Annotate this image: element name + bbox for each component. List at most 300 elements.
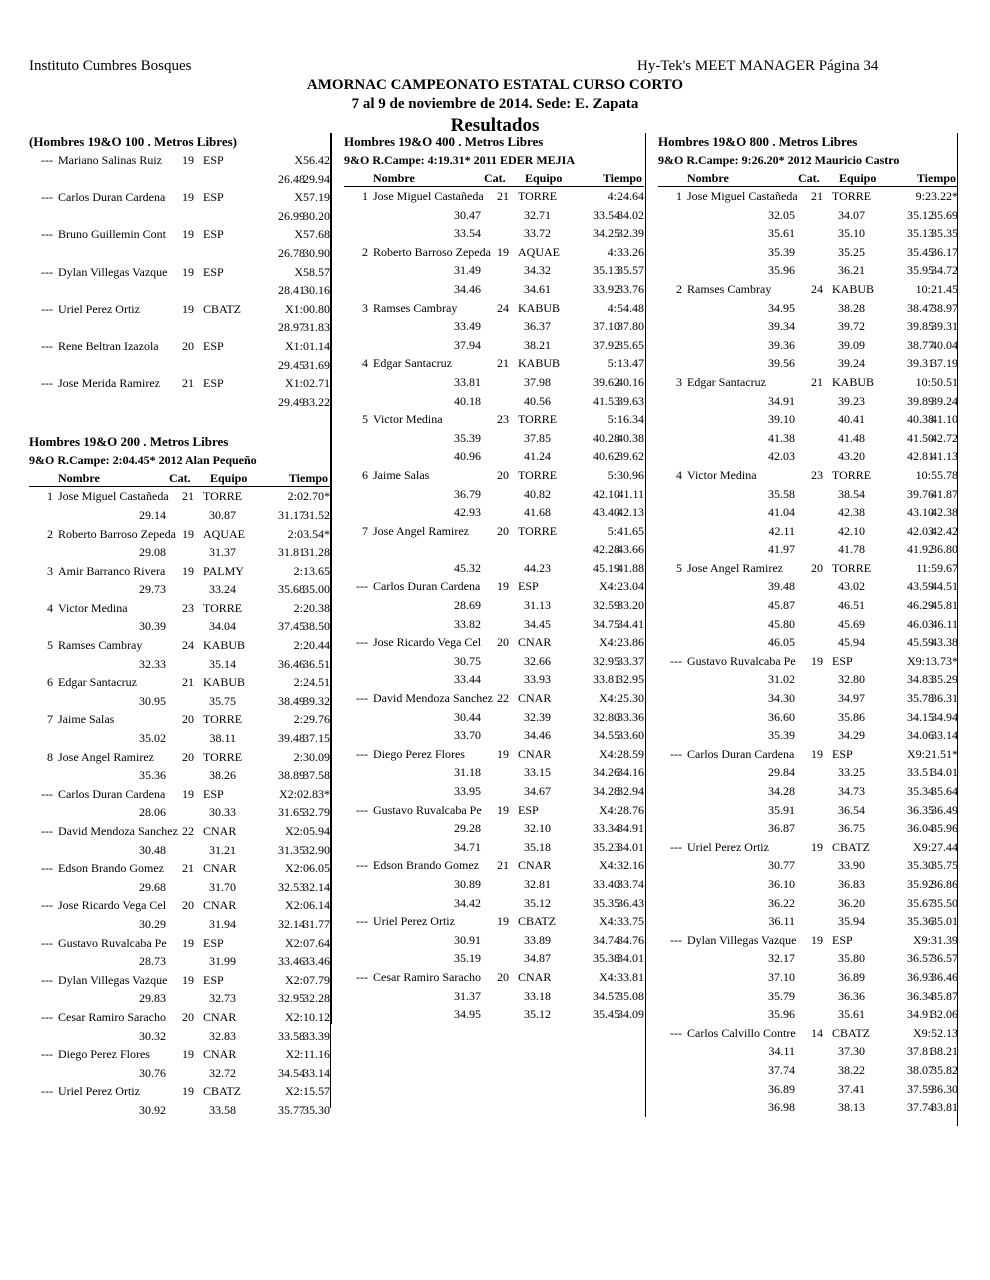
final-time: X2:10.12: [285, 1009, 330, 1024]
split-time: 36.79: [454, 486, 481, 501]
column-header-equipo: Equipo: [525, 171, 563, 185]
swimmer-name: Jose Angel Ramirez: [687, 560, 783, 575]
split-time: 32.95: [278, 991, 305, 1006]
place: ---: [356, 858, 368, 873]
split-time: 43.59: [907, 579, 934, 594]
split-time: 35.00: [303, 582, 330, 597]
split-time: 32.39: [617, 226, 644, 241]
split-row: [658, 1042, 958, 1061]
split-time: 37.19: [931, 356, 958, 371]
split-time: 35.29: [931, 672, 958, 687]
split-row: [29, 915, 330, 934]
split-time: 45.19: [593, 560, 620, 575]
swimmer-name: Dylan Villegas Vazque: [687, 932, 797, 947]
split-time: 36.46: [278, 656, 305, 671]
split-time: 31.81: [278, 545, 305, 560]
place: ---: [41, 898, 53, 913]
swimmer-name: Uriel Perez Ortiz: [58, 1084, 140, 1099]
split-row: [658, 894, 958, 913]
split-time: 36.11: [768, 914, 795, 929]
result-row: [29, 300, 330, 319]
split-time: 34.26: [593, 765, 620, 780]
split-time: 32.80: [593, 709, 620, 724]
team-code: KABUB: [203, 638, 246, 653]
split-row: [658, 299, 958, 318]
split-time: 35.86: [838, 709, 865, 724]
split-time: 40.38: [617, 430, 644, 445]
swimmer-age: 14: [811, 1025, 823, 1040]
split-time: 28.06: [139, 805, 166, 820]
swimmer-name: Ramses Cambray: [58, 638, 143, 653]
split-time: 30.20: [303, 208, 330, 223]
split-time: 33.46: [278, 954, 305, 969]
final-time: 5:30.96: [607, 467, 644, 482]
swimmer-name: Cesar Ramiro Saracho: [373, 969, 481, 984]
column-header-tiempo: Tiempo: [288, 471, 328, 486]
split-time: 36.31: [931, 691, 958, 706]
final-time: 2:24.51: [293, 675, 330, 690]
place: 1: [47, 489, 53, 504]
swimmer-name: David Mendoza Sanchez: [58, 824, 178, 838]
split-time: 39.76: [907, 486, 934, 501]
place: ---: [41, 264, 53, 279]
final-time: X9:27.44: [913, 839, 958, 854]
split-time: 37.92: [593, 337, 620, 352]
final-time: X2:06.05: [285, 861, 330, 876]
result-row: [658, 931, 958, 950]
split-time: 43.40: [593, 505, 620, 520]
team-code: ESP: [832, 746, 853, 761]
swimmer-name: Uriel Perez Ortiz: [687, 839, 769, 854]
place: 8: [47, 749, 53, 764]
swimmer-age: 19: [182, 526, 194, 541]
split-time: 33.95: [454, 784, 481, 798]
split-time: 35.96: [931, 821, 958, 836]
swimmer-age: 19: [182, 301, 194, 316]
swimmer-age: 21: [811, 374, 823, 389]
split-time: 31.28: [303, 545, 330, 560]
split-time: 31.37: [454, 988, 481, 1003]
split-time: 32.28: [303, 991, 330, 1006]
split-row: [658, 206, 958, 225]
final-time: 4:24.64: [607, 189, 644, 203]
split-time: 36.20: [838, 895, 865, 910]
split-time: 40.82: [524, 486, 551, 501]
swimmer-age: 19: [182, 153, 194, 167]
split-time: 31.13: [524, 598, 551, 613]
swimmer-age: 19: [811, 653, 823, 668]
split-row: [29, 989, 330, 1008]
split-time: 36.35: [907, 802, 934, 817]
split-time: 35.39: [768, 728, 795, 743]
place: 3: [47, 563, 53, 578]
split-time: 41.48: [838, 430, 865, 445]
split-time: 35.18: [524, 839, 551, 854]
split-row: [29, 244, 330, 263]
split-time: 33.54: [593, 207, 620, 222]
split-time: 35.23: [593, 839, 620, 854]
split-time: 34.16: [617, 765, 644, 780]
split-time: 34.41: [617, 616, 644, 631]
split-time: 43.02: [838, 579, 865, 594]
split-time: 32.73: [209, 991, 236, 1006]
split-row: [344, 261, 644, 280]
final-time: X2:07.64: [285, 935, 330, 950]
team-code: CNAR: [203, 1047, 237, 1062]
result-row: [29, 636, 330, 655]
split-time: 42.42: [931, 523, 958, 538]
result-row: [29, 599, 330, 618]
split-time: 33.82: [454, 616, 481, 631]
final-time: 11:59.67: [916, 560, 958, 575]
split-time: 35.12: [907, 207, 934, 222]
split-time: 33.72: [524, 226, 551, 241]
swimmer-name: Diego Perez Flores: [373, 746, 465, 761]
split-row: [29, 506, 330, 525]
split-row: [29, 170, 330, 189]
split-time: 37.10: [593, 319, 620, 334]
split-time: 34.73: [838, 784, 865, 798]
team-code: TORRE: [832, 560, 872, 575]
split-time: 38.47: [907, 300, 934, 315]
final-time: X1:01.14: [285, 338, 330, 353]
split-time: 34.57: [593, 988, 620, 1003]
split-row: [344, 317, 644, 336]
split-time: 31.69: [303, 357, 330, 372]
split-row: [344, 819, 644, 838]
swimmer-name: Bruno Guillemin Cont: [58, 227, 166, 242]
result-row: [344, 354, 644, 373]
team-code: KABUB: [518, 356, 561, 371]
swimmer-age: 23: [182, 600, 194, 615]
team-code: ESP: [832, 653, 853, 668]
place: 5: [676, 560, 682, 575]
split-row: [658, 819, 958, 838]
place: ---: [670, 746, 682, 761]
split-row: [344, 949, 644, 968]
swimmer-name: Roberto Barroso Zepeda: [58, 526, 176, 541]
split-time: 40.38: [907, 412, 934, 427]
swimmer-name: Cesar Ramiro Saracho: [58, 1009, 166, 1024]
split-row: [658, 577, 958, 596]
split-time: 32.10: [524, 821, 551, 836]
split-time: 35.13: [593, 263, 620, 278]
split-row: [29, 617, 330, 636]
split-time: 31.77: [303, 916, 330, 931]
swimmer-name: Edson Brando Gomez: [58, 861, 164, 876]
split-time: 40.41: [838, 412, 865, 427]
split-time: 34.28: [768, 784, 795, 798]
split-time: 42.10: [593, 486, 620, 501]
split-row: [29, 878, 330, 897]
split-time: 32.14: [303, 879, 330, 894]
split-time: 34.87: [524, 951, 551, 966]
split-row: [344, 596, 644, 615]
split-row: [658, 596, 958, 615]
split-time: 36.86: [931, 876, 958, 891]
split-row: [658, 410, 958, 429]
swimmer-age: 24: [497, 300, 509, 315]
split-row: [344, 503, 644, 522]
team-code: PALMY: [203, 563, 244, 578]
swimmer-age: 20: [182, 749, 194, 764]
team-code: TORRE: [203, 749, 243, 764]
event-title: Hombres 19&O 200 . Metros Libres: [29, 434, 229, 450]
split-time: 35.67: [907, 895, 934, 910]
event-block: [29, 433, 330, 1119]
split-time: 34.95: [454, 1007, 481, 1022]
split-time: 30.48: [139, 842, 166, 857]
result-row: [344, 243, 644, 262]
split-row: [658, 856, 958, 875]
column-header-tiempo: Tiempo: [602, 171, 642, 185]
split-time: 34.72: [931, 263, 958, 278]
swimmer-name: David Mendoza Sanchez: [373, 691, 493, 706]
split-time: 36.80: [931, 542, 958, 557]
swimmer-name: Uriel Perez Ortiz: [373, 914, 455, 929]
place: 2: [676, 281, 682, 296]
result-row: [29, 896, 330, 915]
split-time: 33.18: [524, 988, 551, 1003]
split-time: 41.04: [768, 505, 795, 520]
team-code: TORRE: [518, 412, 558, 427]
split-time: 41.92: [907, 542, 934, 557]
split-time: 30.89: [454, 876, 481, 891]
event-record: 9&O R.Campe: 2:04.45* 2012 Alan Pequeño: [29, 453, 257, 468]
swimmer-name: Jose Ricardo Vega Cel: [373, 635, 482, 650]
split-time: 33.46: [303, 954, 330, 969]
column-header-equipo: Equipo: [210, 471, 248, 486]
split-row: [658, 540, 958, 559]
split-time: 36.21: [838, 263, 865, 278]
split-time: 39.09: [838, 337, 865, 352]
column-header-cat: Cat.: [484, 171, 506, 185]
split-row: [29, 766, 330, 785]
column-header-nombre: Nombre: [687, 171, 729, 185]
split-time: 45.59: [907, 635, 934, 650]
split-row: [658, 912, 958, 931]
split-time: 35.78: [907, 691, 934, 706]
split-time: 35.30: [907, 858, 934, 873]
split-time: 39.62: [617, 449, 644, 464]
event-record: 9&O R.Campe: 9:26.20* 2012 Mauricio Castro: [658, 153, 900, 167]
split-time: 30.44: [454, 709, 481, 724]
column-header-cat: Cat.: [169, 471, 191, 486]
split-time: 38.21: [524, 337, 551, 352]
team-code: ESP: [203, 972, 224, 987]
split-time: 37.59: [907, 1081, 934, 1096]
team-code: CNAR: [203, 824, 237, 838]
swimmer-name: Dylan Villegas Vazque: [58, 264, 168, 279]
final-time: 4:54.48: [607, 300, 644, 315]
split-time: 35.95: [907, 263, 934, 278]
split-time: 33.14: [931, 728, 958, 743]
final-time: X2:02.83*: [279, 786, 330, 801]
result-row: [658, 280, 958, 299]
result-row: [344, 187, 644, 206]
split-time: 34.01: [931, 765, 958, 780]
split-time: 33.14: [303, 1065, 330, 1080]
final-time: 2:30.09: [293, 749, 330, 764]
result-row: [344, 968, 644, 987]
split-time: 40.28: [593, 430, 620, 445]
swimmer-age: 19: [497, 579, 509, 594]
split-row: [344, 838, 644, 857]
split-time: 38.11: [209, 731, 236, 746]
split-time: 35.45: [593, 1007, 620, 1022]
split-time: 33.44: [454, 672, 481, 687]
split-time: 42.93: [454, 505, 481, 520]
place: ---: [41, 786, 53, 801]
split-time: 34.06: [907, 728, 934, 743]
swimmer-name: Jose Angel Ramirez: [373, 523, 469, 538]
split-row: [658, 968, 958, 987]
split-time: 44.51: [931, 579, 958, 594]
split-time: 38.50: [303, 619, 330, 634]
split-row: [658, 689, 958, 708]
result-row: [658, 1024, 958, 1043]
split-time: 34.97: [838, 691, 865, 706]
split-time: 41.87: [931, 486, 958, 501]
split-time: 41.53: [593, 393, 620, 408]
split-time: 42.38: [838, 505, 865, 520]
split-time: 30.92: [139, 1102, 166, 1117]
final-time: X2:06.14: [285, 898, 330, 913]
split-time: 33.51: [907, 765, 934, 780]
split-time: 34.61: [524, 281, 551, 296]
split-time: 34.54: [278, 1065, 305, 1080]
split-time: 36.57: [907, 951, 934, 966]
result-row: [29, 822, 330, 841]
column-header-nombre: Nombre: [58, 471, 100, 486]
split-time: 35.30: [303, 1102, 330, 1117]
split-time: 33.60: [617, 728, 644, 743]
split-row: [658, 949, 958, 968]
swimmer-name: Carlos Duran Cardena: [58, 190, 166, 205]
swimmer-age: 23: [811, 467, 823, 482]
swimmer-age: 19: [811, 839, 823, 854]
team-code: ESP: [203, 190, 224, 205]
place: ---: [41, 190, 53, 205]
split-time: 32.80: [838, 672, 865, 687]
split-row: [658, 485, 958, 504]
team-code: CNAR: [518, 635, 552, 650]
split-row: [344, 206, 644, 225]
split-time: 33.70: [454, 728, 481, 743]
split-time: 26.48: [278, 171, 305, 186]
split-time: 30.91: [454, 932, 481, 947]
split-row: [658, 224, 958, 243]
split-time: 32.72: [209, 1065, 236, 1080]
split-time: 43.20: [838, 449, 865, 464]
swimmer-name: Amir Barranco Rivera: [58, 563, 166, 578]
split-time: 38.07: [907, 1062, 934, 1077]
split-time: 36.87: [768, 821, 795, 836]
split-row: [658, 522, 958, 541]
split-time: 31.49: [454, 263, 481, 278]
final-time: X4:28.76: [599, 802, 644, 817]
split-time: 39.32: [303, 693, 330, 708]
split-row: [29, 318, 330, 337]
split-time: 36.60: [768, 709, 795, 724]
split-time: 29.73: [139, 582, 166, 597]
split-time: 39.56: [768, 356, 795, 371]
swimmer-age: 21: [811, 189, 823, 203]
split-row: [344, 894, 644, 913]
split-time: 33.81: [931, 1100, 958, 1115]
split-time: 38.13: [838, 1100, 865, 1115]
team-code: ESP: [203, 376, 224, 391]
split-time: 42.13: [617, 505, 644, 520]
split-time: 41.97: [768, 542, 795, 557]
split-row: [658, 708, 958, 727]
split-time: 31.99: [209, 954, 236, 969]
split-time: 30.77: [768, 858, 795, 873]
split-time: 39.62: [593, 374, 620, 389]
swimmer-age: 19: [182, 786, 194, 801]
place: ---: [41, 301, 53, 316]
place: 1: [676, 189, 682, 203]
swimmer-name: Edgar Santacruz: [58, 675, 137, 690]
event-title: (Hombres 19&O 100 . Metros Libres): [29, 134, 237, 149]
place: 5: [47, 638, 53, 653]
split-time: 39.85: [907, 319, 934, 334]
team-code: ESP: [203, 786, 224, 801]
final-time: X4:33.75: [599, 914, 644, 929]
split-time: 35.75: [209, 693, 236, 708]
split-time: 40.16: [617, 374, 644, 389]
split-row: [29, 1027, 330, 1046]
place: ---: [41, 1009, 53, 1024]
team-code: AQUAE: [203, 526, 245, 541]
swimmer-name: Victor Medina: [373, 412, 443, 427]
column-header-row: [344, 169, 644, 187]
result-row: [658, 745, 958, 764]
split-time: 36.89: [838, 969, 865, 984]
split-time: 32.06: [931, 1007, 958, 1022]
split-row: [658, 447, 958, 466]
split-time: 35.08: [617, 988, 644, 1003]
swimmer-name: Victor Medina: [687, 467, 757, 482]
split-time: 35.35: [593, 895, 620, 910]
split-time: 31.17: [278, 507, 305, 522]
split-time: 33.76: [617, 281, 644, 296]
final-time: X4:23.04: [599, 579, 644, 594]
split-time: 33.24: [209, 582, 236, 597]
split-time: 34.95: [768, 300, 795, 315]
split-time: 29.49: [278, 394, 305, 409]
split-time: 34.55: [593, 728, 620, 743]
split-row: [344, 931, 644, 950]
split-time: 31.18: [454, 765, 481, 780]
split-time: 34.74: [593, 932, 620, 947]
split-time: 34.46: [454, 281, 481, 296]
split-row: [658, 801, 958, 820]
swimmer-age: 22: [182, 824, 194, 838]
split-time: 31.70: [209, 879, 236, 894]
split-time: 37.45: [278, 619, 305, 634]
split-time: 39.48: [768, 579, 795, 594]
split-row: [29, 393, 330, 412]
split-time: 32.94: [617, 784, 644, 798]
event-block: [658, 133, 958, 1117]
swimmer-age: 19: [182, 264, 194, 279]
split-time: 35.69: [931, 207, 958, 222]
swimmer-age: 20: [497, 523, 509, 538]
split-time: 35.68: [278, 582, 305, 597]
team-code: AQUAE: [518, 244, 560, 259]
split-time: 38.28: [838, 300, 865, 315]
